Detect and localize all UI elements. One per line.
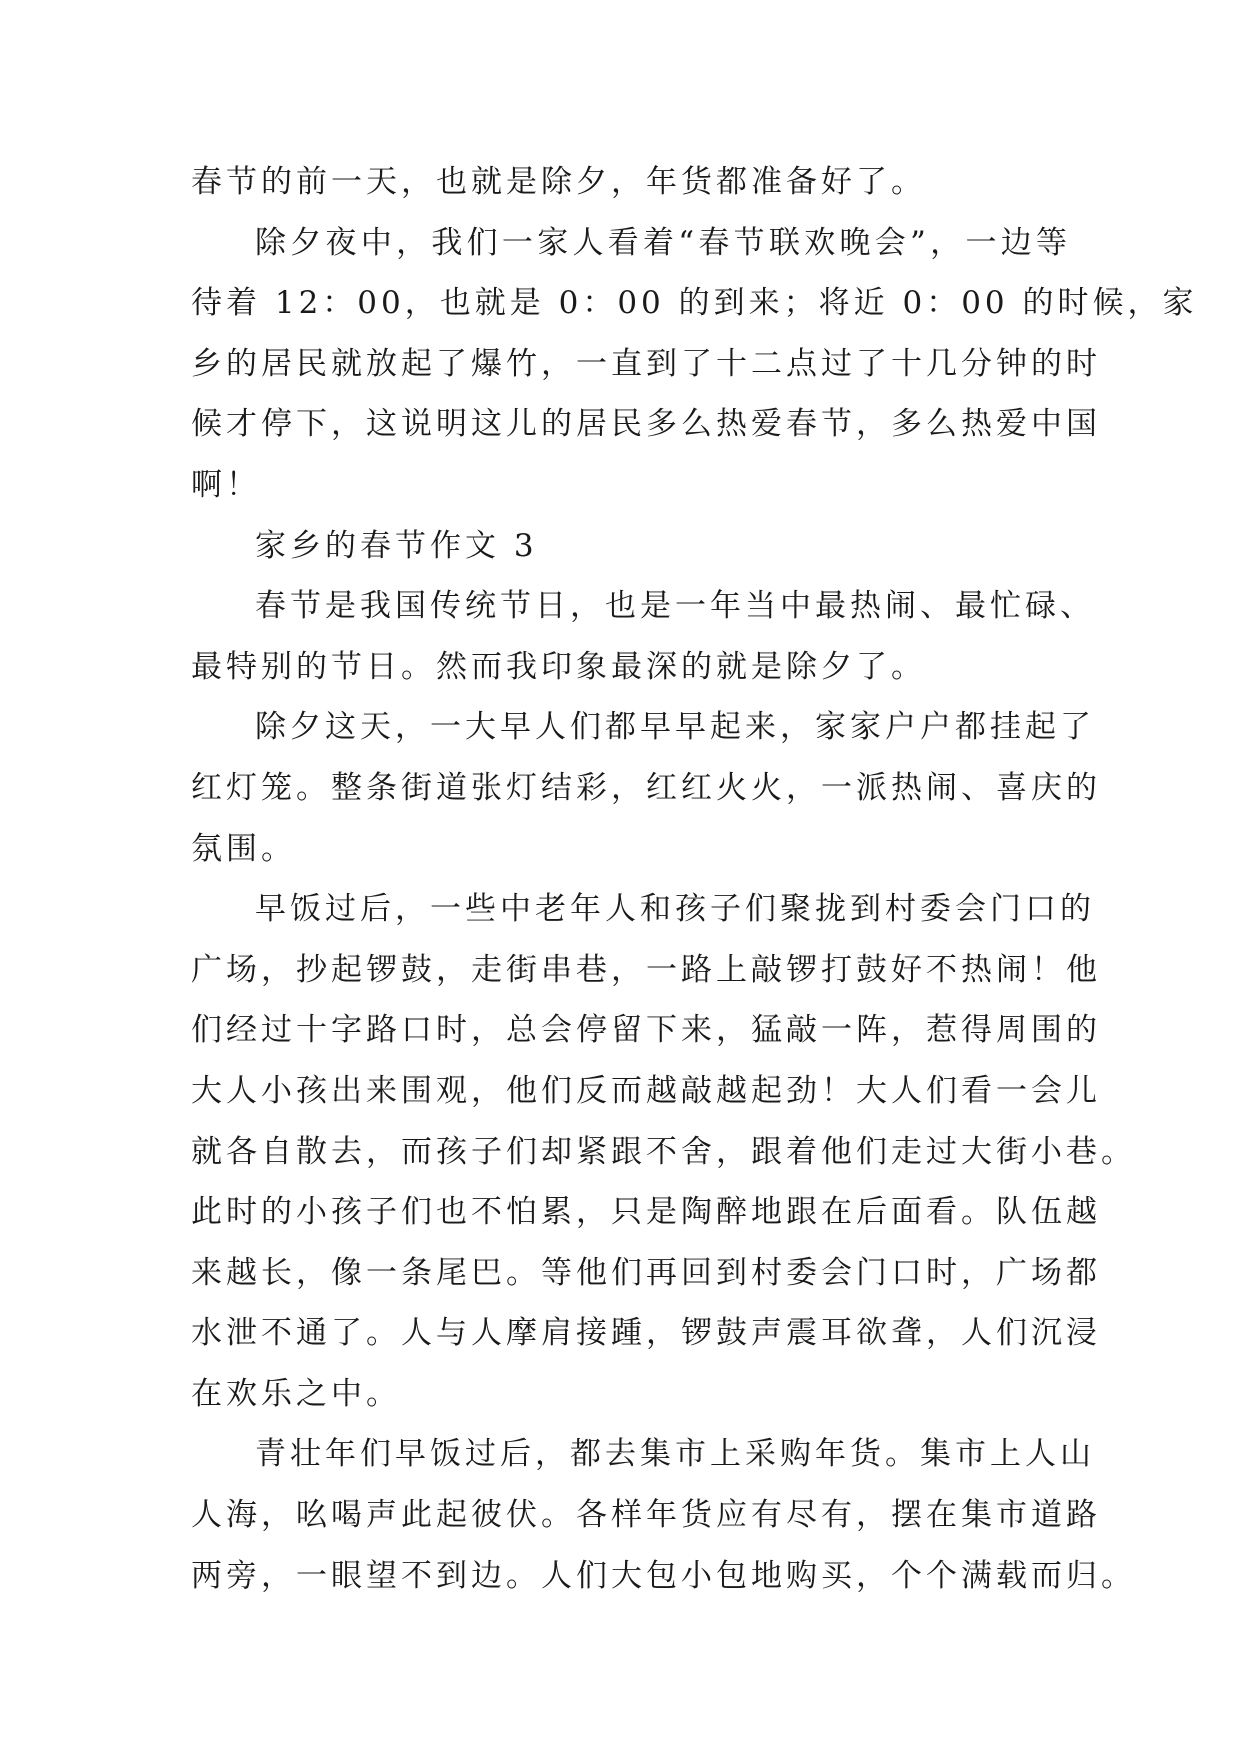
text-line: 红灯笼。整条街道张灯结彩，红红火火，一派热闹、喜庆的 [191,769,1101,806]
text-line: 大人小孩出来围观，他们反而越敲越起劲！大人们看一会儿 [191,1072,1101,1109]
text-line: 两旁，一眼望不到边。人们大包小包地购买，个个满载而归。 [191,1557,1136,1594]
text-line: 此时的小孩子们也不怕累，只是陶醉地跟在后面看。队伍越 [191,1194,1101,1231]
text-line: 早饭过后，一些中老年人和孩子们聚拢到村委会门口的 [255,891,1095,928]
text-line: 广场，抄起锣鼓，走街串巷，一路上敲锣打鼓好不热闹！他 [191,951,1101,988]
text-line: 人海，吆喝声此起彼伏。各样年货应有尽有，摆在集市道路 [191,1497,1101,1534]
essay-text [191,152,1198,1606]
text-line: 候才停下，这说明这儿的居民多么热爱春节，多么热爱中国 [191,406,1101,443]
text-line: 待着 12：00，也就是 0：00 的到来；将近 0：00 的时候，家 [191,285,1198,322]
text-line: 水泄不通了。人与人摩肩接踵，锣鼓声震耳欲聋，人们沉浸 [191,1315,1101,1352]
text-line: 最特别的节日。然而我印象最深的就是除夕了。 [191,648,926,685]
text-line: 除夕这天，一大早人们都早早起来，家家户户都挂起了 [255,709,1095,746]
text-line: 乡的居民就放起了爆竹，一直到了十二点过了十几分钟的时 [191,345,1101,382]
text-line: 春节是我国传统节日，也是一年当中最热闹、最忙碌、 [255,588,1095,625]
text-line: 春节的前一天，也就是除夕，年货都准备好了。 [191,164,926,200]
text-line: 们经过十字路口时，总会停留下来，猛敲一阵，惹得周围的 [191,1012,1101,1049]
text-line: 来越长，像一条尾巴。等他们再回到村委会门口时，广场都 [191,1254,1101,1291]
text-line: 在欢乐之中。 [191,1375,401,1412]
text-line: 就各自散去，而孩子们却紧跟不舍，跟着他们走过大街小巷。 [191,1133,1136,1170]
text-line: 除夕夜中，我们一家人看着“春节联欢晚会”，一边等 [255,224,1071,261]
text-line: 家乡的春节作文 3 [255,527,538,564]
text-line: 啊！ [191,466,261,503]
text-line: 青壮年们早饭过后，都去集市上采购年货。集市上人山 [255,1436,1095,1473]
text-line: 氛围。 [191,830,296,867]
